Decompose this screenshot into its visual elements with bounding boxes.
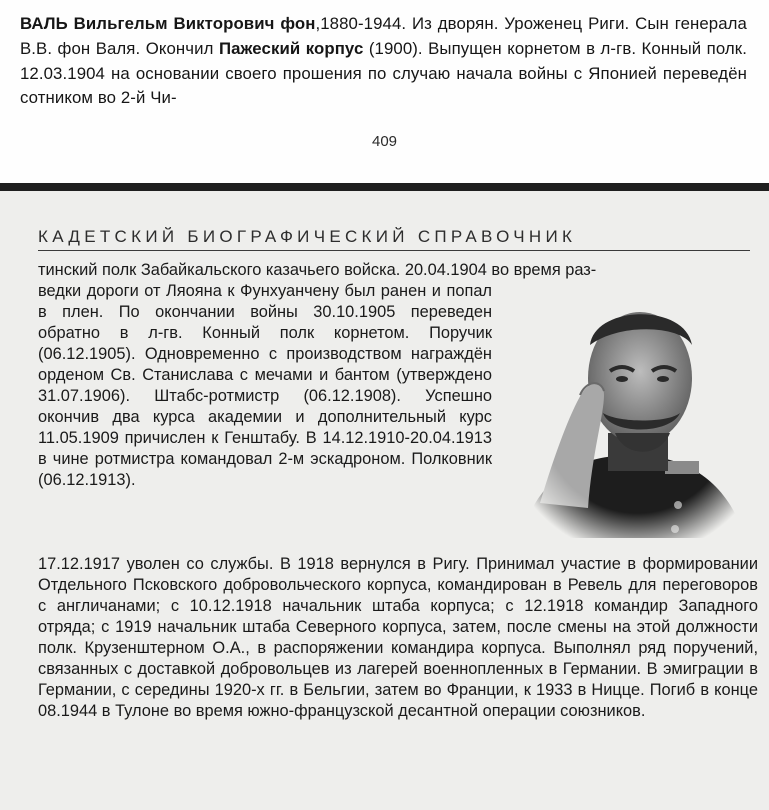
corps-name: Пажеский корпус [218, 38, 364, 58]
running-head: КАДЕТСКИЙ БИОГРАФИЧЕСКИЙ СПРАВОЧНИК [38, 227, 577, 246]
top-page-paragraph [20, 12, 747, 111]
bottom-page [0, 191, 769, 810]
top-page [0, 0, 769, 183]
body-line-first: тинский полк Забайкальского казачьего войска. 20.04.1904 во время раз- [38, 261, 597, 279]
running-head-rule [38, 250, 750, 251]
body-wide-paragraph: 17.12.1917 уволен со службы. В 1918 вернулся в Ригу. Принимал участие в формировании Отдельного Псковского добровольческого корпуса, командирован в Ревель для переговоров с англичанами; с 10.12.1918 начальник штаба корпуса; с 12.1918 командир Западного отряда; с 1919 начальник штаба Северного корпуса, затем, после смены на этой должности полк. Крузенштерном О.А., в распоряжении командира корпуса. Выполнял ряд поручений, связанных с доставкой добровольцев из лагерей военнопленных в Германии. В эмиграции в Германии, с середины 1920-х гг. в Бельгии, затем во Франции, к 1933 в Ницце. Погиб в конце 08.1944 в Тулоне во время южно-французской десантной операции союзников. [38, 555, 758, 720]
page-number: 409 [371, 133, 398, 150]
body-narrow-paragraph: ведки дороги от Ляояна к Фунхуанчену был ранен и попал в плен. По окончании войны 30.10.1905 переведен обратно в л-гв. Конный полк корнетом. Поручик (06.12.1905). Одновременно с производством награждён орденом Св. Станислава с мечами и бантом (утверждено 31.07.1906). Штабс-ротмистр (06.12.1908). Успешно окончив два курса академии и дополнительный курс 11.05.1909 причислен к Генштабу. В 14.12.1910-20.04.1913 в чине ротмистра командовал 2-м эскадроном. Полковник (06.12.1913). [38, 282, 492, 489]
portrait-photo [500, 283, 750, 543]
entry-text-2: (1900). Выпущен корнетом в л-гв. Конный полк. 12.03.1904 на основании своего прошения по случаю начала войны с Японией переведён сотником во 2-й Чи- [20, 38, 747, 108]
entry-text-1: ,1880-1944. Из дворян. Уроженец Риги. Сын генерала В.В. фон Валя. Окончил [20, 14, 747, 58]
page-divider [0, 183, 769, 191]
entry-name: ВАЛЬ Вильгельм Викторович фон [20, 14, 316, 33]
